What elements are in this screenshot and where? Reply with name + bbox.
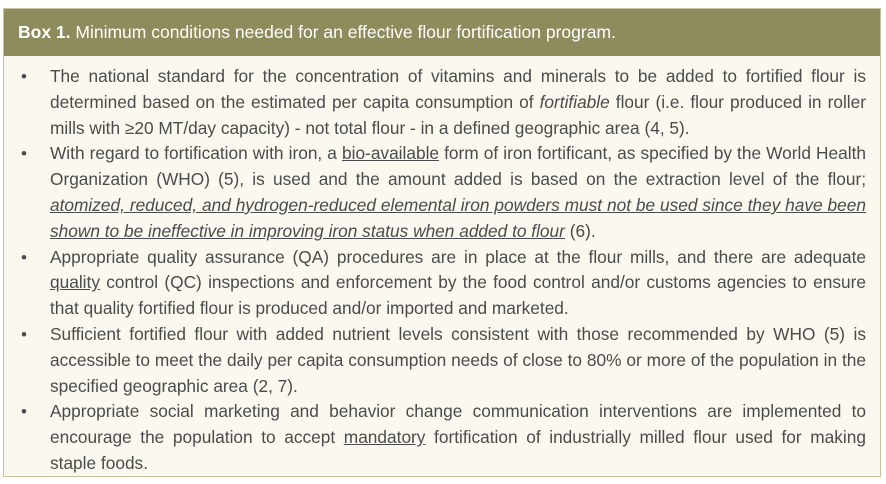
item-text: With regard to fortification with iron, a: [50, 143, 342, 164]
item-text: form of iron fortificant, as specified by the World Health Organization (WHO) (5), is used and the amount added is based on the extraction level of the flour;: [50, 143, 867, 190]
item-text: flour (i.e. flour produced in roller mills with ≥20 MT/day capacity) - not total flour - in a defined geographic area (4, 5).: [50, 91, 866, 138]
bullet-icon: •: [21, 247, 27, 267]
conditions-list: [4, 56, 880, 477]
list-item: [4, 141, 866, 244]
box-label: Box 1.: [18, 22, 71, 42]
list-item: [4, 399, 866, 476]
bullet-icon: •: [21, 144, 27, 164]
item-underline: bio-available: [342, 143, 440, 164]
item-text: The national standard for the concentration of vitamins and minerals to be added to fortified flour is determined based on the estimated per capita consumption of: [50, 66, 866, 112]
list-item: [4, 64, 866, 141]
list-item: [4, 245, 866, 322]
item-text: Appropriate quality assurance (QA) procedures are in place at the flour mills, and there are adequate: [50, 246, 866, 267]
item-emphasis: fortifiable: [539, 91, 610, 112]
list-item: [4, 322, 866, 399]
box-header: [4, 9, 880, 56]
item-text: (6).: [564, 220, 596, 241]
info-box: [3, 8, 881, 477]
bullet-icon: •: [21, 324, 27, 344]
bullet-icon: •: [21, 402, 27, 422]
box-title: Minimum conditions needed for an effective flour fortification program.: [70, 22, 616, 42]
item-underline: quality: [50, 272, 100, 293]
item-text: Appropriate social marketing and behavior change communication interventions are implemented to encourage the population to accept: [50, 401, 866, 448]
item-italic-underline: atomized, reduced, and hydrogen-reduced elemental iron powders must not be used since they have been shown to be ineffective in improving iron status when added to flour: [50, 194, 866, 241]
bullet-icon: •: [21, 67, 27, 86]
item-text: fortification of industrially milled flour used for making staple foods.: [50, 427, 866, 473]
item-text: control (QC) inspections and enforcement by the food control and/or customs agencies to ensure that quality fortified flour is produced and/or imported and marketed.: [50, 272, 866, 319]
item-underline: mandatory: [343, 427, 426, 448]
item-text: Sufficient fortified flour with added nutrient levels consistent with those recommended by WHO (5) is accessible to meet the daily per capita consumption needs of close to 80% or more of the population in the specified geographic area (2, 7).: [50, 323, 866, 396]
